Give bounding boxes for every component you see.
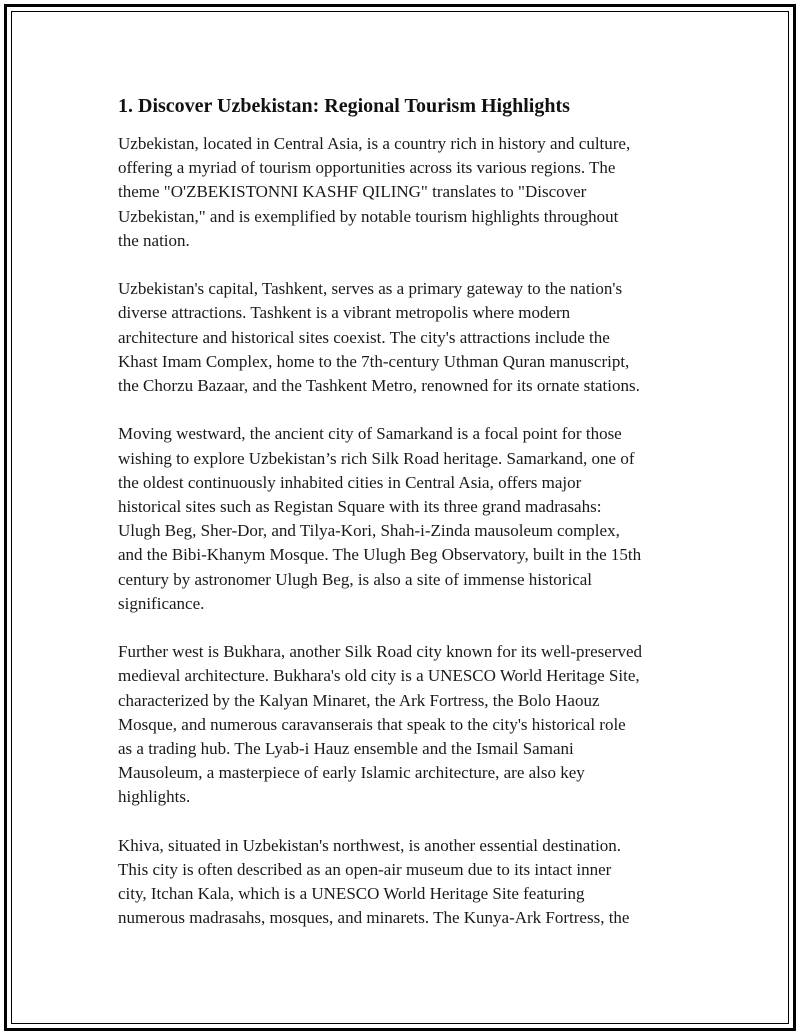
paragraph-line: highlights. — [118, 787, 191, 807]
paragraph-line: This city is often described as an open-air museum due to its intact inner — [118, 860, 612, 880]
paragraph-line: Uzbekistan," and is exemplified by notable tourism highlights throughout — [118, 206, 619, 226]
paragraph-line: century by astronomer Ulugh Beg, is also a site of immense historical — [118, 569, 593, 589]
paragraph-line: architecture and historical sites coexist. The city's attractions include the — [118, 327, 610, 347]
paragraph-line: Khast Imam Complex, home to the 7th-century Uthman Quran manuscript, — [118, 351, 630, 371]
paragraph-line: Moving westward, the ancient city of Samarkand is a focal point for those — [118, 424, 622, 444]
paragraph-line: Uzbekistan, located in Central Asia, is a country rich in history and culture, — [118, 134, 631, 153]
paragraph-line: medieval architecture. Bukhara's old city is a UNESCO World Heritage Site, — [118, 666, 640, 686]
paragraph-line: offering a myriad of tourism opportunities across its various regions. The — [118, 158, 616, 178]
paragraph-line: the Chorzu Bazaar, and the Tashkent Metro, renowned for its ornate stations. — [118, 376, 640, 396]
paragraph-line: the nation. — [118, 230, 190, 250]
paragraph-line: Uzbekistan's capital, Tashkent, serves as a primary gateway to the nation's — [118, 279, 623, 299]
paragraph-line: numerous madrasahs, mosques, and minarets. The Kunya-Ark Fortress, the — [118, 908, 630, 928]
paragraph-list — [118, 132, 690, 931]
document-body — [118, 92, 690, 955]
paragraph-line: wishing to explore Uzbekistan’s rich Silk Road heritage. Samarkand, one of — [118, 448, 635, 468]
paragraph-line: Khiva, situated in Uzbekistan's northwest, is another essential destination. — [118, 835, 622, 855]
paragraph-line: city, Itchan Kala, which is a UNESCO World Heritage Site featuring — [118, 884, 585, 904]
paragraph-line: and the Bibi-Khanym Mosque. The Ulugh Beg Observatory, built in the 15th — [118, 545, 642, 565]
paragraph — [118, 640, 690, 809]
section-heading: 1. Discover Uzbekistan: Regional Tourism Highlights — [118, 95, 570, 117]
paragraph-line: Mausoleum, a masterpiece of early Islamic architecture, are also key — [118, 763, 585, 783]
paragraph — [118, 834, 690, 931]
paragraph-line: as a trading hub. The Lyab-i Hauz ensemble and the Ismail Samani — [118, 739, 574, 759]
paragraph-line: Mosque, and numerous caravanserais that speak to the city's historical role — [118, 714, 626, 734]
paragraph-line: Ulugh Beg, Sher-Dor, and Tilya-Kori, Shah-i-Zinda mausoleum complex, — [118, 521, 620, 541]
paragraph-line: characterized by the Kalyan Minaret, the Ark Fortress, the Bolo Haouz — [118, 690, 600, 710]
paragraph-line: Further west is Bukhara, another Silk Road city known for its well-preserved — [118, 642, 643, 662]
paragraph-line: diverse attractions. Tashkent is a vibrant metropolis where modern — [118, 303, 571, 323]
paragraph-line: significance. — [118, 593, 205, 613]
paragraph-line: the oldest continuously inhabited cities in Central Asia, offers major — [118, 472, 582, 492]
paragraph-line: theme "O'ZBEKISTONNI KASHF QILING" translates to "Discover — [118, 182, 587, 202]
paragraph — [118, 422, 690, 616]
paragraph-line: historical sites such as Registan Square with its three grand madrasahs: — [118, 497, 602, 517]
paragraph — [118, 277, 690, 398]
paragraph — [118, 132, 690, 253]
